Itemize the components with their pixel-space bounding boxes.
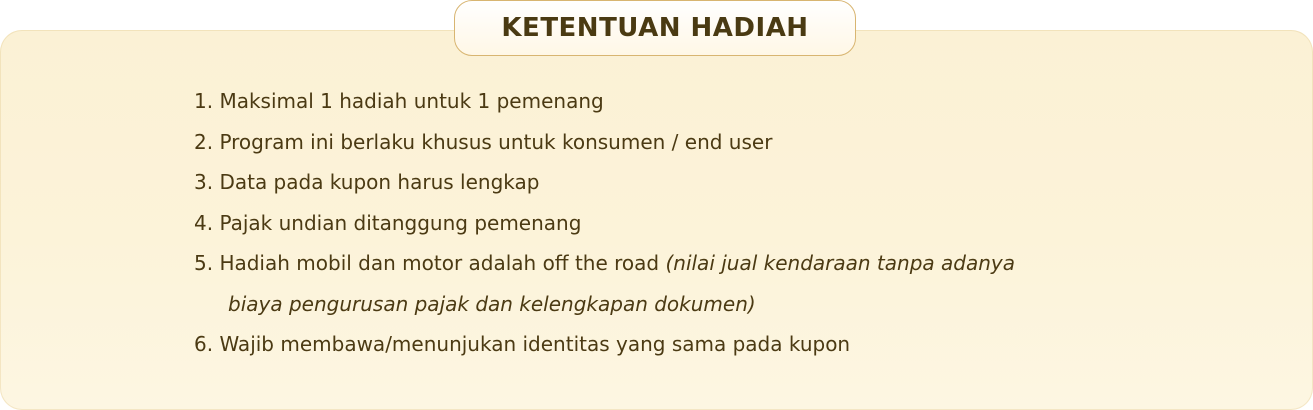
- list-item: [194, 164, 1194, 205]
- rule-text: 4. Pajak undian ditanggung pemenang: [194, 210, 582, 235]
- list-item: [194, 245, 1194, 286]
- terms-list: [194, 83, 1194, 367]
- rule-text: 1. Maksimal 1 hadiah untuk 1 pemenang: [194, 89, 604, 113]
- rule-note: (nilai jual kendaraan tanpa adanya: [665, 251, 1015, 275]
- rule-text: 6. Wajib membawa/menunjukan identitas yang sama pada kupon: [194, 332, 851, 356]
- rule-text: 3. Data pada kupon harus lengkap: [194, 170, 540, 194]
- list-item-continuation: [194, 286, 1194, 327]
- rule-note-continuation: biaya pengurusan pajak dan kelengkapan dokumen): [228, 291, 756, 316]
- rule-text: 5. Hadiah mobil dan motor adalah off the road: [194, 251, 660, 275]
- rule-text: 2. Program ini berlaku khusus untuk konsumen / end user: [194, 129, 773, 154]
- list-item: [194, 83, 1194, 124]
- list-item: [194, 205, 1194, 246]
- list-item: [194, 326, 1194, 367]
- list-item: [194, 124, 1194, 165]
- section-title: KETENTUAN HADIAH: [501, 13, 809, 43]
- title-badge: [454, 0, 856, 56]
